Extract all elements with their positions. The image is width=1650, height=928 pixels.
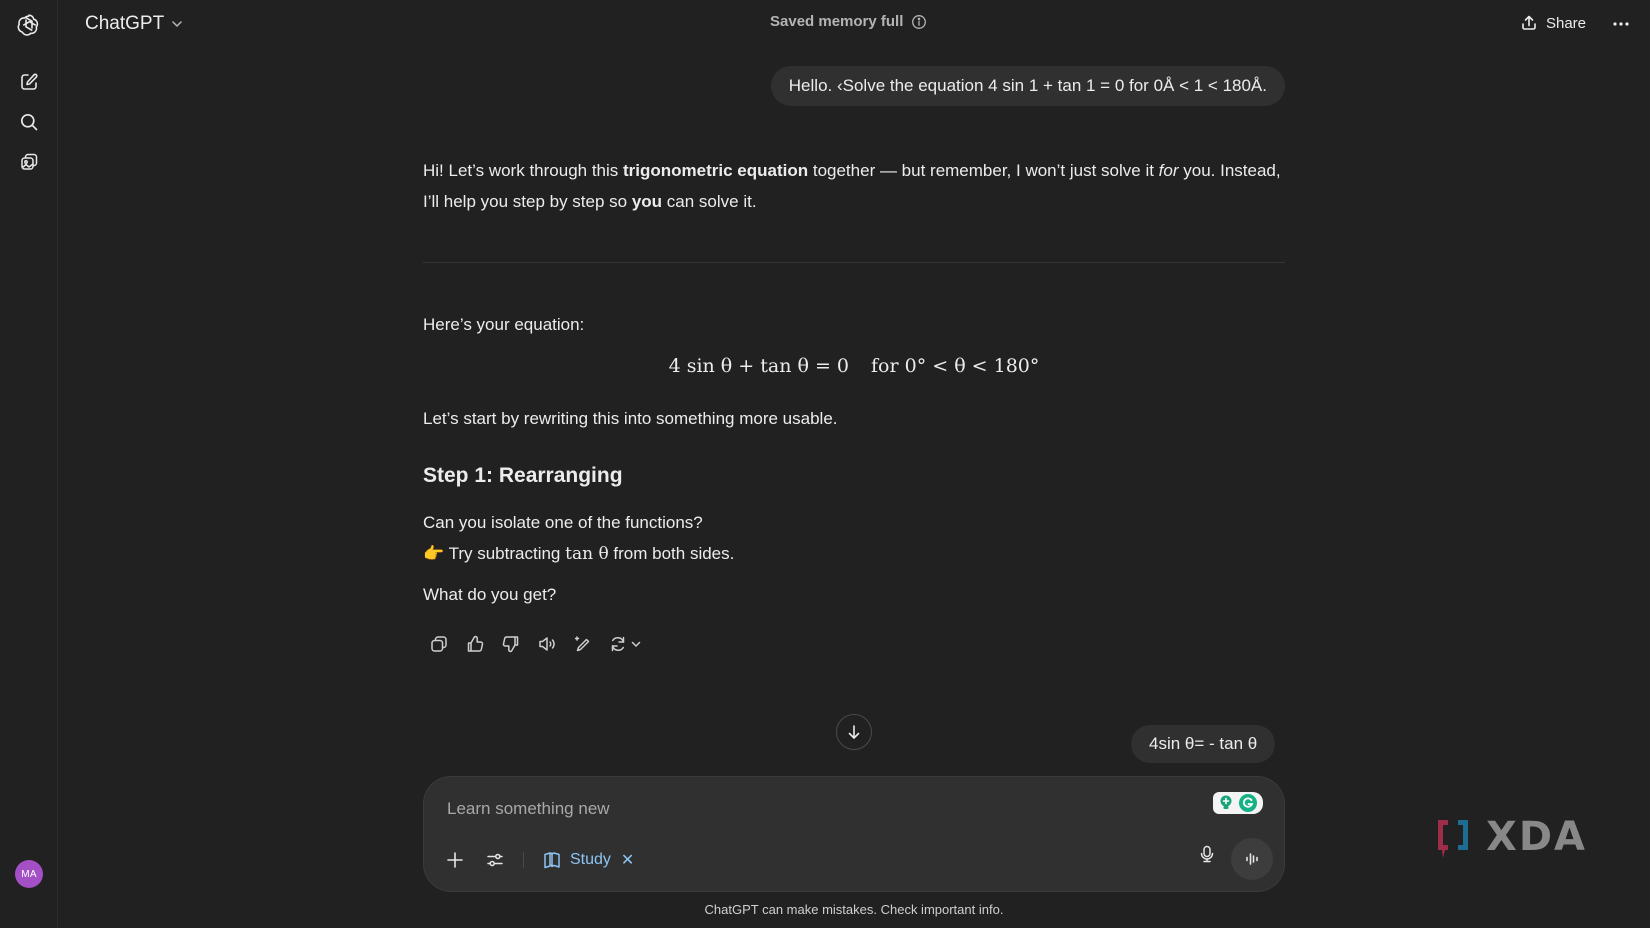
pointing-hand-emoji: 👉 [423, 544, 445, 563]
edit-in-canvas-icon[interactable] [567, 628, 599, 660]
info-icon[interactable] [911, 14, 927, 30]
composer-toolbar [437, 842, 642, 878]
prompt-input[interactable] [447, 794, 1147, 824]
voice-waveform-icon [1243, 850, 1261, 868]
sidebar-rail [0, 0, 58, 928]
model-picker-label: ChatGPT [85, 13, 165, 34]
equation-lhs: 4 sin θ + tan θ = 0 [668, 355, 850, 377]
message-actions [423, 628, 647, 660]
hint-line: 👉 Try subtracting tan θ from both sides. [423, 544, 735, 564]
grammarly-widget[interactable] [1213, 792, 1263, 814]
equation-lead: Here’s your equation: [423, 315, 585, 334]
step-heading: Step 1: Rearranging [423, 464, 623, 487]
rewrite-note: Let’s start by rewriting this into something more usable. [423, 409, 838, 428]
read-aloud-speaker-icon[interactable] [531, 628, 563, 660]
step-question: Can you isolate one of the functions? [423, 513, 703, 532]
xda-watermark-text: XDA [1486, 814, 1587, 860]
equation-condition: for 0° < θ < 180° [871, 355, 1040, 377]
xda-bracket-logo-icon [1434, 814, 1480, 860]
inline-math-tan: tan θ [565, 544, 609, 564]
assistant-intro: Hi! Let’s work through this trigonometric equation together — but remember, I won’t just solve it for you. Instead, I’ll help you step by step so you can solve it. [423, 161, 1281, 211]
grammarly-lightbulb-icon [1218, 794, 1234, 812]
dictate-microphone-icon[interactable] [1191, 838, 1223, 870]
library-images-icon[interactable] [11, 144, 47, 180]
closing-question: What do you get? [423, 585, 557, 604]
user-message-bubble: Hello. ‹Solve the equation 4 sin 1 + tan 1 = 0 for 0Å < 1 < 180Å. [771, 66, 1285, 106]
toolbar-divider [523, 852, 524, 868]
chevron-down-icon [630, 638, 642, 650]
top-header [58, 0, 1650, 48]
chevron-down-icon [170, 17, 184, 31]
equation-display [423, 355, 1285, 377]
copy-icon[interactable] [423, 628, 455, 660]
remove-study-mode-close-icon[interactable]: ✕ [620, 852, 635, 869]
study-mode-pill[interactable] [534, 842, 642, 878]
avatar-initials: MA [21, 868, 37, 880]
section-divider [423, 262, 1285, 263]
add-attachment-plus-icon[interactable] [437, 842, 473, 878]
share-button[interactable] [1514, 10, 1592, 36]
xda-watermark [1434, 814, 1587, 860]
memory-status-label: Saved memory full [770, 13, 904, 30]
share-label: Share [1545, 14, 1586, 32]
footer-disclaimer: ChatGPT can make mistakes. Check important info. [704, 902, 1004, 917]
thumbs-down-icon[interactable] [495, 628, 527, 660]
study-mode-label: Study [570, 851, 611, 868]
user-avatar[interactable] [15, 860, 43, 888]
share-upload-icon [1520, 14, 1538, 32]
grammarly-g-icon [1238, 793, 1258, 813]
regenerate-icon[interactable] [603, 628, 647, 660]
suggestion-chip[interactable]: 4sin θ= - tan θ [1131, 725, 1275, 763]
model-picker[interactable] [79, 9, 190, 39]
message-composer [423, 776, 1285, 892]
more-options-icon[interactable] [1606, 10, 1636, 38]
thumbs-up-icon[interactable] [459, 628, 491, 660]
openai-logo-icon[interactable] [11, 6, 47, 42]
voice-mode-button[interactable] [1231, 838, 1273, 880]
scroll-to-bottom-button[interactable] [836, 714, 872, 750]
search-icon[interactable] [11, 104, 47, 140]
arrow-down-icon [845, 723, 863, 741]
tools-sliders-icon[interactable] [477, 842, 513, 878]
open-book-icon [542, 850, 562, 870]
new-chat-icon[interactable] [11, 64, 47, 100]
memory-status [770, 13, 927, 30]
